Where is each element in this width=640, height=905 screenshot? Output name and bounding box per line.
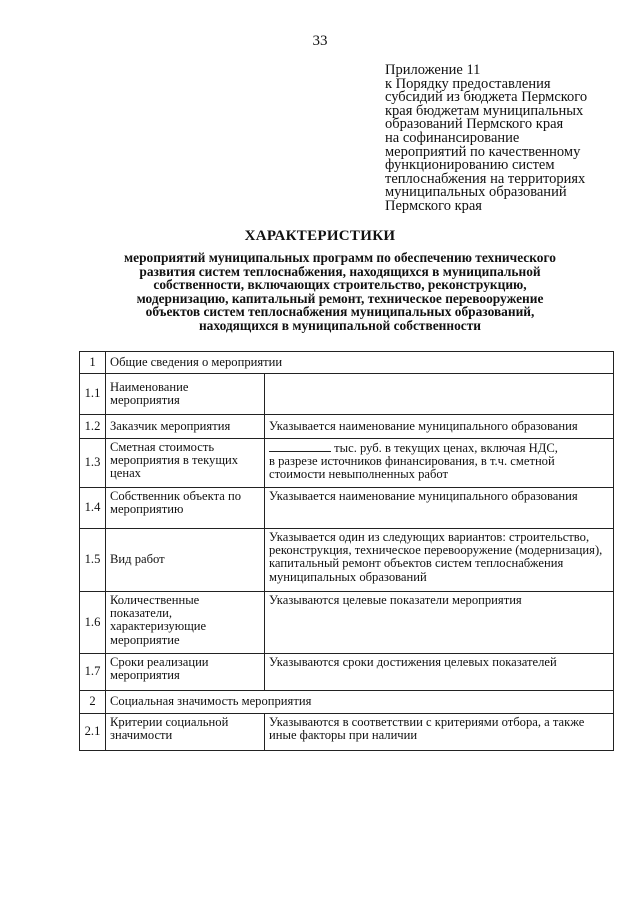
table-row xyxy=(80,654,614,691)
table-row xyxy=(80,691,614,714)
row-label: Сметная стоимость мероприятия в текущих ценах xyxy=(106,439,265,488)
appendix-line: субсидий из бюджета Пермского xyxy=(385,89,588,106)
cost-line xyxy=(269,441,609,455)
row-description: Указываются сроки достижения целевых показателей xyxy=(265,654,614,691)
characteristics-table xyxy=(79,351,614,751)
appendix-line: мероприятий по качественному xyxy=(385,143,581,160)
table-row xyxy=(80,529,614,592)
row-number: 1.7 xyxy=(80,654,106,691)
appendix-header xyxy=(385,64,620,214)
row-description: Указывается один из следующих вариантов: строительство, реконструкция, техническое перевооружение (модернизация), капитальный ремонт объектов систем теплоснабжения муниципальных образований xyxy=(265,529,614,592)
row-description xyxy=(265,439,614,488)
subtitle-line: мероприятий муниципальных программ по обеспечению технического xyxy=(124,250,556,265)
row-label: Собственник объекта по мероприятию xyxy=(106,488,265,529)
appendix-line: функционированию систем xyxy=(385,157,555,174)
table-row xyxy=(80,352,614,374)
row-description: Указываются целевые показатели мероприятия xyxy=(265,592,614,654)
row-number: 2 xyxy=(80,691,106,714)
row-number: 1.1 xyxy=(80,374,106,415)
table-row xyxy=(80,592,614,654)
row-label: Количественные показатели, характеризующие мероприятие xyxy=(106,592,265,654)
blank-fill-line xyxy=(269,441,331,452)
row-label: Заказчик мероприятия xyxy=(106,415,265,439)
row-description xyxy=(265,374,614,415)
section-heading: Общие сведения о мероприятии xyxy=(106,352,614,374)
row-number: 1.5 xyxy=(80,529,106,592)
appendix-line: муниципальных образований xyxy=(385,184,567,201)
subtitle-line: объектов систем теплоснабжения муниципальных образований, xyxy=(145,304,535,320)
cost-unit-text: тыс. руб. в текущих ценах, включая НДС, xyxy=(334,441,558,455)
table-row xyxy=(80,415,614,439)
row-number: 1.3 xyxy=(80,439,106,488)
appendix-line: Приложение 11 xyxy=(385,62,481,78)
row-label: Вид работ xyxy=(106,529,265,592)
appendix-line: к Порядку предоставления xyxy=(385,75,551,92)
row-number: 2.1 xyxy=(80,714,106,751)
document-subtitle xyxy=(80,251,600,333)
appendix-line: Пермского края xyxy=(385,197,482,214)
row-description: Указываются в соответствии с критериями отбора, а также иные факторы при наличии xyxy=(265,714,614,751)
section-heading: Социальная значимость мероприятия xyxy=(106,691,614,714)
subtitle-line: собственности, включающих строительство, реконструкцию, xyxy=(153,277,527,293)
row-number: 1 xyxy=(80,352,106,374)
subtitle-line: находящихся в муниципальной собственности xyxy=(198,317,482,333)
row-number: 1.2 xyxy=(80,415,106,439)
appendix-line: края бюджетам муниципальных xyxy=(385,102,584,119)
table-row xyxy=(80,374,614,415)
table-row xyxy=(80,488,614,529)
page-number: 33 xyxy=(312,33,328,49)
row-label: Сроки реализации мероприятия xyxy=(106,654,265,691)
appendix-line: теплоснабжения на территориях xyxy=(385,170,586,187)
row-label: Критерии социальной значимости xyxy=(106,714,265,751)
appendix-line: на софинансирование xyxy=(385,129,520,146)
table-row xyxy=(80,439,614,488)
row-number: 1.4 xyxy=(80,488,106,529)
cost-details: в разрезе источников финансирования, в т.ч. сметной стоимости невыполненных работ xyxy=(269,454,555,482)
table-row xyxy=(80,714,614,751)
row-number: 1.6 xyxy=(80,592,106,654)
row-description: Указывается наименование муниципального образования xyxy=(265,415,614,439)
appendix-line: образований Пермского края xyxy=(385,116,564,133)
row-description: Указывается наименование муниципального образования xyxy=(265,488,614,529)
row-label: Наименование мероприятия xyxy=(106,374,265,415)
subtitle-line: развития систем теплоснабжения, находящихся в муниципальной xyxy=(139,263,541,279)
subtitle-line: модернизацию, капитальный ремонт, техническое перевооружение xyxy=(136,290,544,306)
document-title: ХАРАКТЕРИСТИКИ xyxy=(244,228,396,244)
